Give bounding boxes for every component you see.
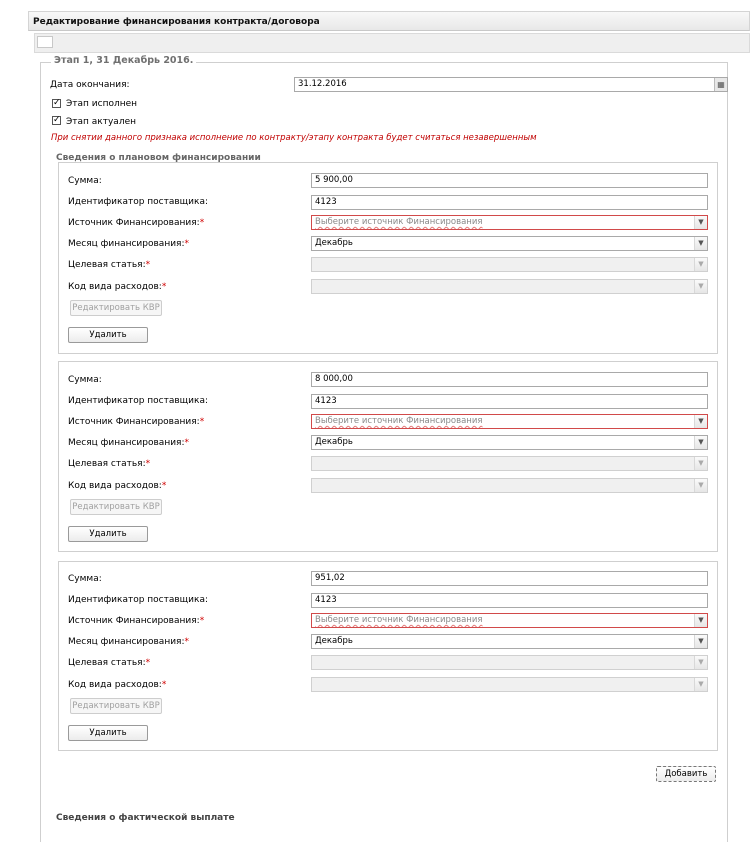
article-select[interactable] xyxy=(311,456,708,471)
chevron-down-icon: ▼ xyxy=(694,479,707,492)
month-label: Месяц финансирования:* xyxy=(68,239,189,249)
stage-completed-checkbox[interactable] xyxy=(52,99,61,108)
chevron-down-icon: ▼ xyxy=(694,457,707,470)
sum-input[interactable]: 951,02 xyxy=(311,571,708,586)
check-icon: ✓ xyxy=(53,115,61,125)
end-date-value: 31.12.2016 xyxy=(298,79,347,89)
end-date-input[interactable] xyxy=(294,77,728,92)
sum-label: Сумма: xyxy=(68,176,102,186)
chevron-down-icon[interactable]: ▼ xyxy=(694,635,707,648)
window-title-bar xyxy=(28,11,750,31)
chevron-down-icon: ▼ xyxy=(694,656,707,669)
stage-completed-label: Этап исполнен xyxy=(66,99,138,109)
month-value: Декабрь xyxy=(315,636,353,646)
month-select[interactable] xyxy=(311,236,708,251)
source-select[interactable] xyxy=(311,414,708,429)
chevron-down-icon: ▼ xyxy=(694,258,707,271)
chevron-down-icon: ▼ xyxy=(694,280,707,293)
edit-kvr-button[interactable]: Редактировать КВР xyxy=(70,698,162,714)
source-placeholder: Выберите источник Финансирования xyxy=(315,615,483,625)
stage-actual-label: Этап актуален xyxy=(66,117,136,127)
expense-code-select[interactable] xyxy=(311,279,708,294)
edit-kvr-button[interactable]: Редактировать КВР xyxy=(70,300,162,316)
supplier-id-label: Идентификатор поставщика: xyxy=(68,595,208,605)
sum-input[interactable]: 5 900,00 xyxy=(311,173,708,188)
month-label: Месяц финансирования:* xyxy=(68,637,189,647)
month-value: Декабрь xyxy=(315,238,353,248)
calendar-icon[interactable]: ▦ xyxy=(714,78,727,91)
month-label: Месяц финансирования:* xyxy=(68,438,189,448)
supplier-id-input[interactable]: 4123 xyxy=(311,195,708,210)
article-label: Целевая статья:* xyxy=(68,260,151,270)
supplier-id-input[interactable]: 4123 xyxy=(311,593,708,608)
source-label: Источник Финансирования:* xyxy=(68,417,205,427)
supplier-id-label: Идентификатор поставщика: xyxy=(68,197,208,207)
delete-button[interactable]: Удалить xyxy=(68,725,148,741)
article-label: Целевая статья:* xyxy=(68,459,151,469)
source-placeholder: Выберите источник Финансирования xyxy=(315,416,483,426)
planned-section-title: Сведения о плановом финансировании xyxy=(56,153,261,163)
supplier-id-input[interactable]: 4123 xyxy=(311,394,708,409)
edit-kvr-button[interactable]: Редактировать КВР xyxy=(70,499,162,515)
article-select[interactable] xyxy=(311,655,708,670)
chevron-down-icon[interactable]: ▼ xyxy=(694,436,707,449)
delete-button[interactable]: Удалить xyxy=(68,327,148,343)
chevron-down-icon[interactable]: ▼ xyxy=(694,237,707,250)
chevron-down-icon: ▼ xyxy=(694,678,707,691)
expense-code-select[interactable] xyxy=(311,677,708,692)
supplier-id-label: Идентификатор поставщика: xyxy=(68,396,208,406)
actual-section-title: Сведения о фактической выплате xyxy=(56,813,235,823)
chevron-down-icon[interactable]: ▼ xyxy=(694,415,707,428)
delete-button[interactable]: Удалить xyxy=(68,526,148,542)
expense-code-label: Код вида расходов:* xyxy=(68,282,167,292)
source-placeholder: Выберите источник Финансирования xyxy=(315,217,483,227)
toolbar-strip xyxy=(34,33,750,53)
sum-label: Сумма: xyxy=(68,375,102,385)
source-select[interactable] xyxy=(311,215,708,230)
sum-label: Сумма: xyxy=(68,574,102,584)
stage-legend: Этап 1, 31 Декабрь 2016. xyxy=(51,55,196,66)
source-select[interactable] xyxy=(311,613,708,628)
unfinished-warning: При снятии данного признака исполнение по контракту/этапу контракта будет считаться незавершенным xyxy=(51,133,537,143)
end-date-label: Дата окончания: xyxy=(50,80,130,90)
stage-actual-checkbox[interactable] xyxy=(52,116,61,125)
expense-code-select[interactable] xyxy=(311,478,708,493)
source-label: Источник Финансирования:* xyxy=(68,218,205,228)
article-select[interactable] xyxy=(311,257,708,272)
month-select[interactable] xyxy=(311,435,708,450)
month-value: Декабрь xyxy=(315,437,353,447)
expense-code-label: Код вида расходов:* xyxy=(68,680,167,690)
check-icon: ✓ xyxy=(53,98,61,108)
chevron-down-icon[interactable]: ▼ xyxy=(694,614,707,627)
month-select[interactable] xyxy=(311,634,708,649)
article-label: Целевая статья:* xyxy=(68,658,151,668)
sum-input[interactable]: 8 000,00 xyxy=(311,372,708,387)
source-label: Источник Финансирования:* xyxy=(68,616,205,626)
expense-code-label: Код вида расходов:* xyxy=(68,481,167,491)
window-title: Редактирование финансирования контракта/договора xyxy=(33,17,320,27)
chevron-down-icon[interactable]: ▼ xyxy=(694,216,707,229)
toolbar-tab[interactable] xyxy=(37,36,53,48)
add-button[interactable]: Добавить xyxy=(656,766,716,782)
